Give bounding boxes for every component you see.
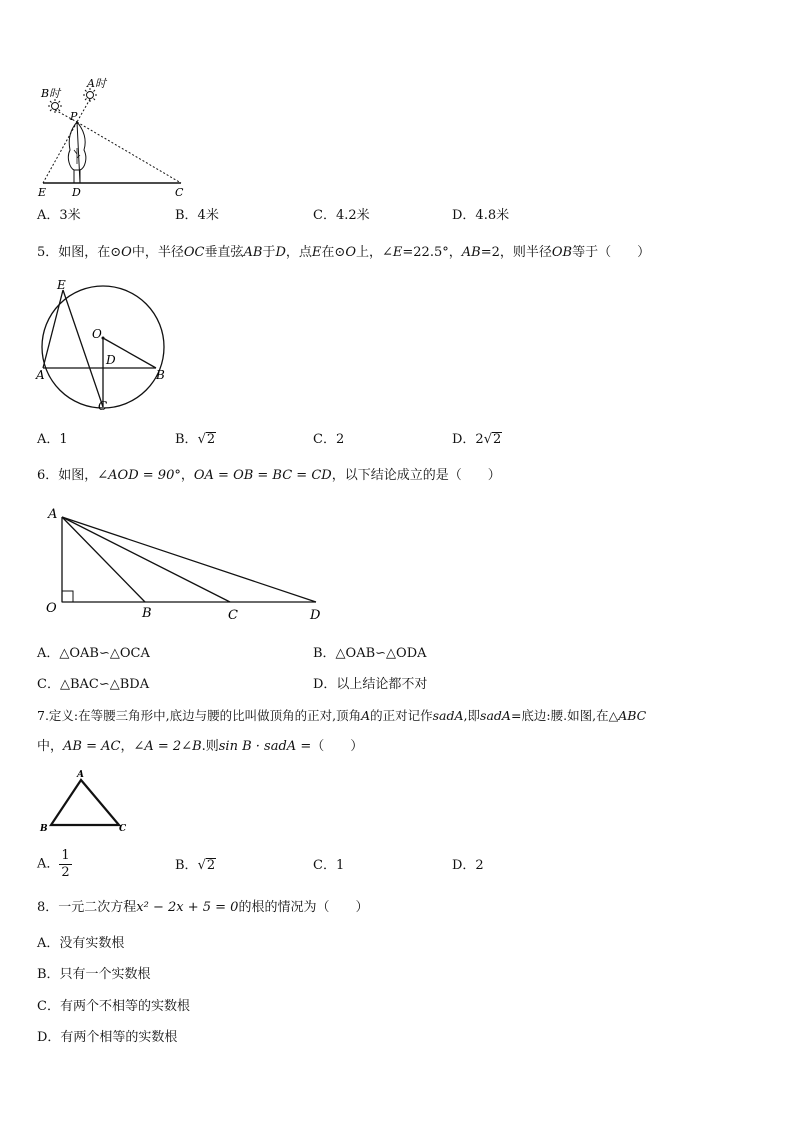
q7-option-c: C．1 [313, 858, 345, 873]
label-e: E [57, 278, 66, 292]
q5-option-c: C．2 [313, 432, 345, 447]
q5-figure [30, 276, 180, 416]
label-c: C [228, 608, 238, 623]
q5-option-a: A．1 [37, 432, 68, 447]
label-p: P [70, 110, 78, 123]
q5-option-d: D．2√2 [452, 432, 502, 447]
q7-option-b: B．√2 [175, 858, 216, 873]
q8-option-c: C．有两个不相等的实数根 [37, 999, 190, 1014]
q6-option-b: B．△OAB∽△ODA [313, 646, 427, 661]
label-e: E [38, 186, 47, 199]
label-d: D [310, 608, 321, 623]
q4-option-b: B．4米 [175, 208, 219, 223]
label-d: D [72, 186, 81, 199]
label-o: O [92, 327, 102, 341]
label-b: B [142, 606, 152, 621]
label-c: C [98, 399, 108, 413]
tree-icon [68, 122, 86, 183]
q7-stem-line2: 中，AB = AC，∠A = 2∠B.则sin B · sadA =（ ） [37, 739, 364, 754]
label-d: D [106, 353, 116, 367]
q4-option-c: C．4.2米 [313, 208, 370, 223]
q4-option-d: D．4.8米 [452, 208, 510, 223]
label-c: C [119, 824, 127, 834]
q4-figure [30, 72, 230, 202]
q5-stem: 5．如图，在⊙O中，半径OC垂直弦AB于D，点E在⊙O上，∠E=22.5°，AB=2，则半径OB等于（ ） [37, 245, 651, 260]
q5-option-b: B．√2 [175, 432, 216, 447]
label-a: A [48, 507, 58, 522]
label-o: O [46, 601, 57, 616]
q7-stem-line1: 7.定义:在等腰三角形中,底边与腰的比叫做顶角的正对,顶角A的正对记作sadA,即sadA=底边:腰.如图,在△ABC [37, 708, 647, 723]
q6-option-d: D．以上结论都不对 [313, 677, 428, 692]
q8-option-d: D．有两个相等的实数根 [37, 1030, 178, 1045]
q7-option-a: A． $\frac{1}{2}$ [37, 848, 70, 880]
label-c: C [175, 186, 184, 199]
q6-figure [40, 504, 340, 624]
label-b: B [40, 824, 48, 834]
q6-stem: 6．如图，∠AOD = 90°，OA = OB = BC = CD，以下结论成立的是（ ） [37, 468, 501, 483]
label-a: A [36, 368, 45, 382]
sun-icon-b [48, 99, 62, 113]
q8-stem: 8．一元二次方程x² − 2x + 5 = 0的根的情况为（ ） [37, 900, 369, 915]
q7-figure [36, 768, 146, 838]
fraction: $\frac{1}{2}$ [61, 848, 70, 880]
label-b-time: B时 [41, 87, 61, 100]
q7-option-d: D．2 [452, 858, 484, 873]
q6-option-c: C．△BAC∽△BDA [37, 677, 150, 692]
label-b: B [156, 368, 165, 382]
q4-option-a: A．3米 [37, 208, 81, 223]
q6-option-a: A．△OAB∽△OCA [37, 646, 150, 661]
label-a-time: A时 [87, 77, 106, 90]
q8-option-a: A．没有实数根 [37, 936, 125, 951]
q8-option-b: B．只有一个实数根 [37, 967, 151, 982]
label-a: A [77, 770, 84, 780]
